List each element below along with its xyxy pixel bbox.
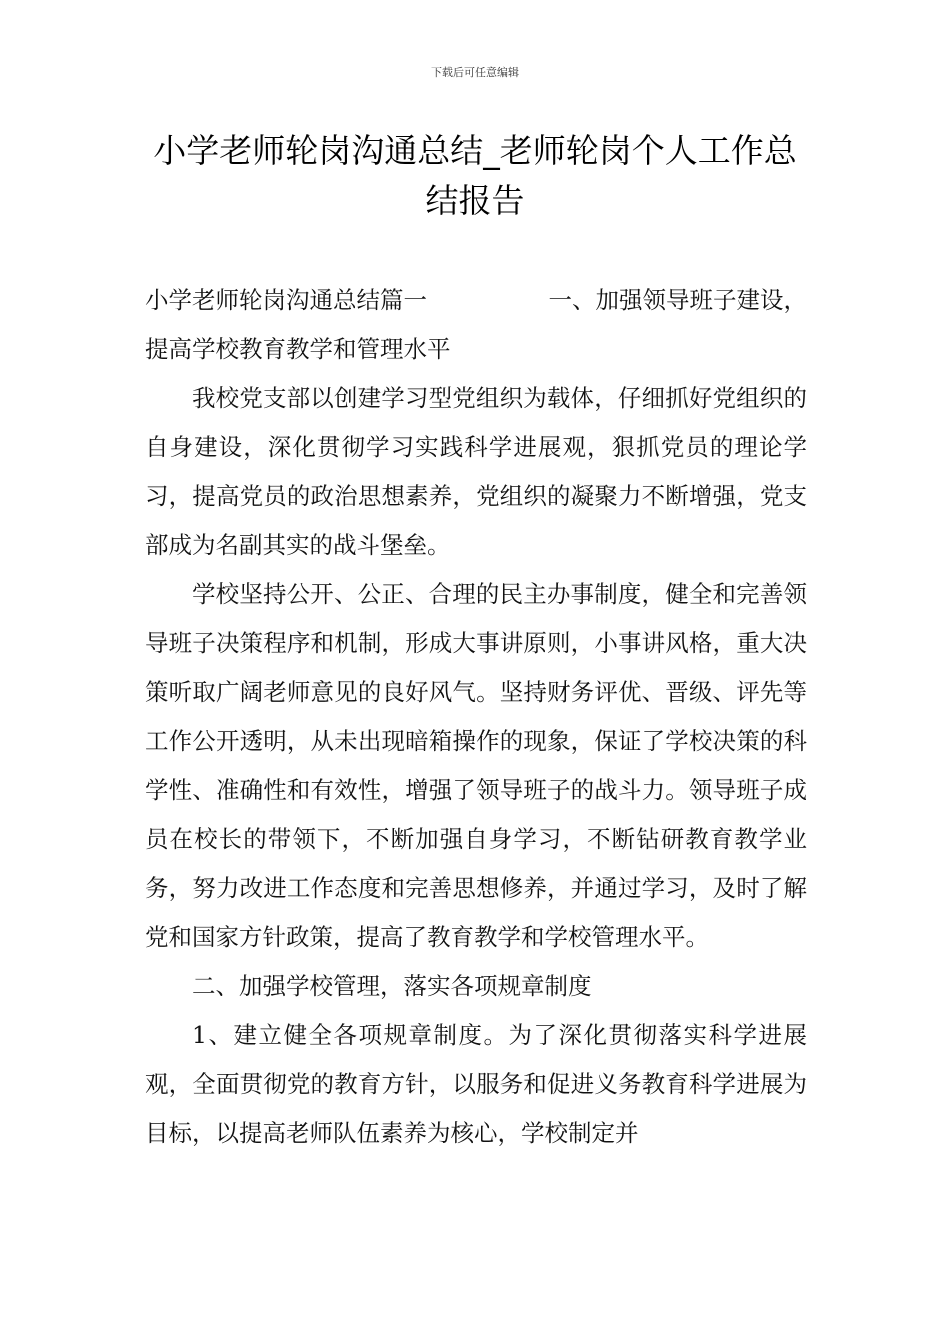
document-body xyxy=(145,276,807,1158)
subsection-heading-continued: 提高学校教育教学和管理水平 xyxy=(145,335,451,363)
paragraph-democratic-system: 学校坚持公开、公正、合理的民主办事制度，健全和完善领导班子决策程序和机制，形成大事讲原则，小事讲风格，重大决策听取广阔老师意见的良好风气。坚持财务评优、晋级、评先等工作公开透明，从未出现暗箱操作的现象，保证了学校决策的科学性、准确性和有效性，增强了领导班子的战斗力。领导班子成员在校长的带领下，不断加强自身学习，不断钻研教育教学业务，努力改进工作态度和完善思想修养，并通过学习，及时了解党和国家方针政策，提高了教育教学和学校管理水平。 xyxy=(145,580,807,951)
document-title: 小学老师轮岗沟通总结_老师轮岗个人工作总结报告 xyxy=(153,131,797,220)
header-note: 下载后可任意编辑 xyxy=(431,66,519,79)
lead-line xyxy=(145,276,807,325)
subsection-heading: 一、加强领导班子建设， xyxy=(548,286,807,314)
section-heading: 小学老师轮岗沟通总结篇一 xyxy=(145,286,427,314)
paragraph-party-branch: 我校党支部以创建学习型党组织为载体，仔细抓好党组织的自身建设，深化贯彻学习实践科学进展观，狠抓党员的理论学习，提高党员的政治思想素养，党组织的凝聚力不断增强，党支部成为名副其实的战斗堡垒。 xyxy=(145,384,807,559)
paragraph-regulations: 1、建立健全各项规章制度。为了深化贯彻落实科学进展观，全面贯彻党的教育方针，以服务和促进义务教育科学进展为目标，以提高老师队伍素养为核心，学校制定并 xyxy=(145,1021,807,1147)
subsection-heading-management: 二、加强学校管理，落实各项规章制度 xyxy=(192,972,592,1000)
